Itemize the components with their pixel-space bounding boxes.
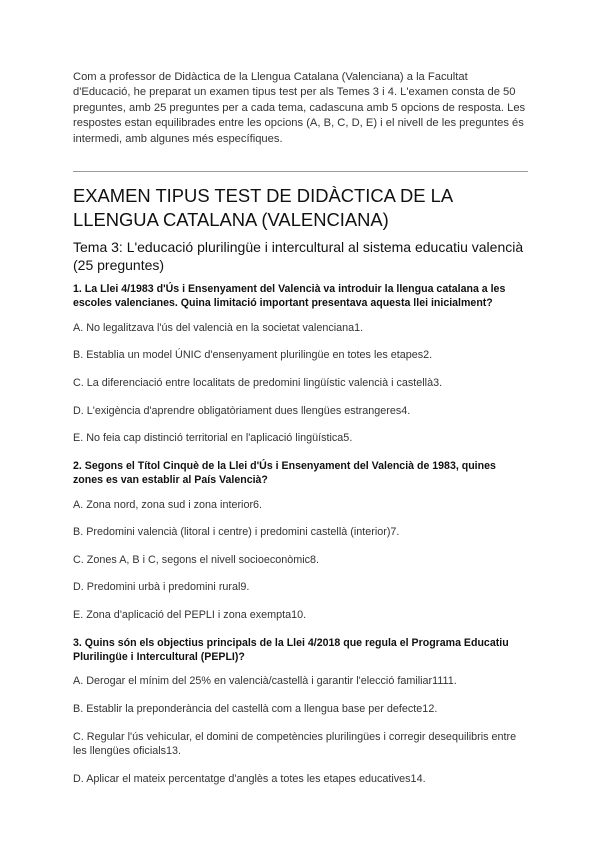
- document-content: [73, 70, 528, 799]
- exam-title: EXAMEN TIPUS TEST DE DIDÀCTICA DE LA LLENGUA CATALANA (VALENCIANA): [73, 185, 453, 231]
- answer-option-b: B. Predomini valencià (litoral i centre) i predomini castellà (interior)7.: [73, 526, 400, 539]
- question-block-3: [73, 636, 528, 787]
- intro-paragraph: Com a professor de Didàctica de la Llengua Catalana (Valenciana) a la Facultat d'Educació, he preparat un examen tipus test per als Temes 3 i 4. L'examen consta de 50 preguntes, amb 25 preguntes per a cada tema, cadascuna amb 5 opcions de resposta. Les respostes estan equilibrades entre les opcions (A, B, C, D, E) i el nivell de les preguntes és intermedi, amb algunes més específiques.: [73, 71, 526, 145]
- answer-option-d: D. Predomini urbà i predomini rural9.: [73, 581, 250, 594]
- answer-option-d: D. Aplicar el mateix percentatge d'anglès a totes les etapes educatives14.: [73, 772, 426, 785]
- section-subtitle: Tema 3: L'educació plurilingüe i intercultural al sistema educatiu valencià (25 preguntes): [73, 239, 524, 274]
- answer-option-e: E. No feia cap distinció territorial en l'aplicació lingüística5.: [73, 432, 353, 445]
- answer-option-b: B. Establir la preponderància del castellà com a llengua base per defecte12.: [73, 703, 438, 715]
- question-block-1: [73, 282, 528, 446]
- answer-option-a: A. Derogar el mínim del 25% en valencià/castellà i garantir l'elecció familiar1111.: [73, 675, 457, 688]
- answer-option-c: C. Zones A, B i C, segons el nivell socioeconòmic8.: [73, 553, 320, 566]
- answer-option-c: C. La diferenciació entre localitats de predomini lingüístic valencià i castellà3.: [73, 377, 443, 390]
- question-block-2: [73, 459, 528, 623]
- answer-option-a: A. Zona nord, zona sud i zona interior6.: [73, 498, 263, 511]
- question-text: 2. Segons el Títol Cinquè de la Llei d'Ús i Ensenyament del Valencià de 1983, quines zones es van establir al País Valencià?: [73, 459, 496, 487]
- answer-option-c: C. Regular l'ús vehicular, el domini de competències plurilingües i corregir desequilibris entre les llengües oficials13.: [73, 730, 517, 758]
- answer-option-e: E. Zona d'aplicació del PEPLI i zona exempta10.: [73, 609, 307, 621]
- question-text: 1. La Llei 4/1983 d'Ús i Ensenyament del Valencià va introduir la llengua catalana a les escoles valencianes. Quina limitació important presentava aquesta llei inicialment?: [73, 283, 506, 310]
- horizontal-divider: [73, 171, 528, 172]
- question-text: 3. Quins són els objectius principals de la Llei 4/2018 que regula el Programa Educatiu Plurilingüe i Intercultural (PEPLI)?: [73, 636, 509, 663]
- answer-option-a: A. No legalitzava l'ús del valencià en la societat valenciana1.: [73, 321, 364, 334]
- answer-option-b: B. Establia un model ÚNIC d'ensenyament plurilingüe en totes les etapes2.: [73, 349, 433, 362]
- answer-option-d: D. L'exigència d'aprendre obligatòriament dues llengües estrangeres4.: [73, 404, 411, 417]
